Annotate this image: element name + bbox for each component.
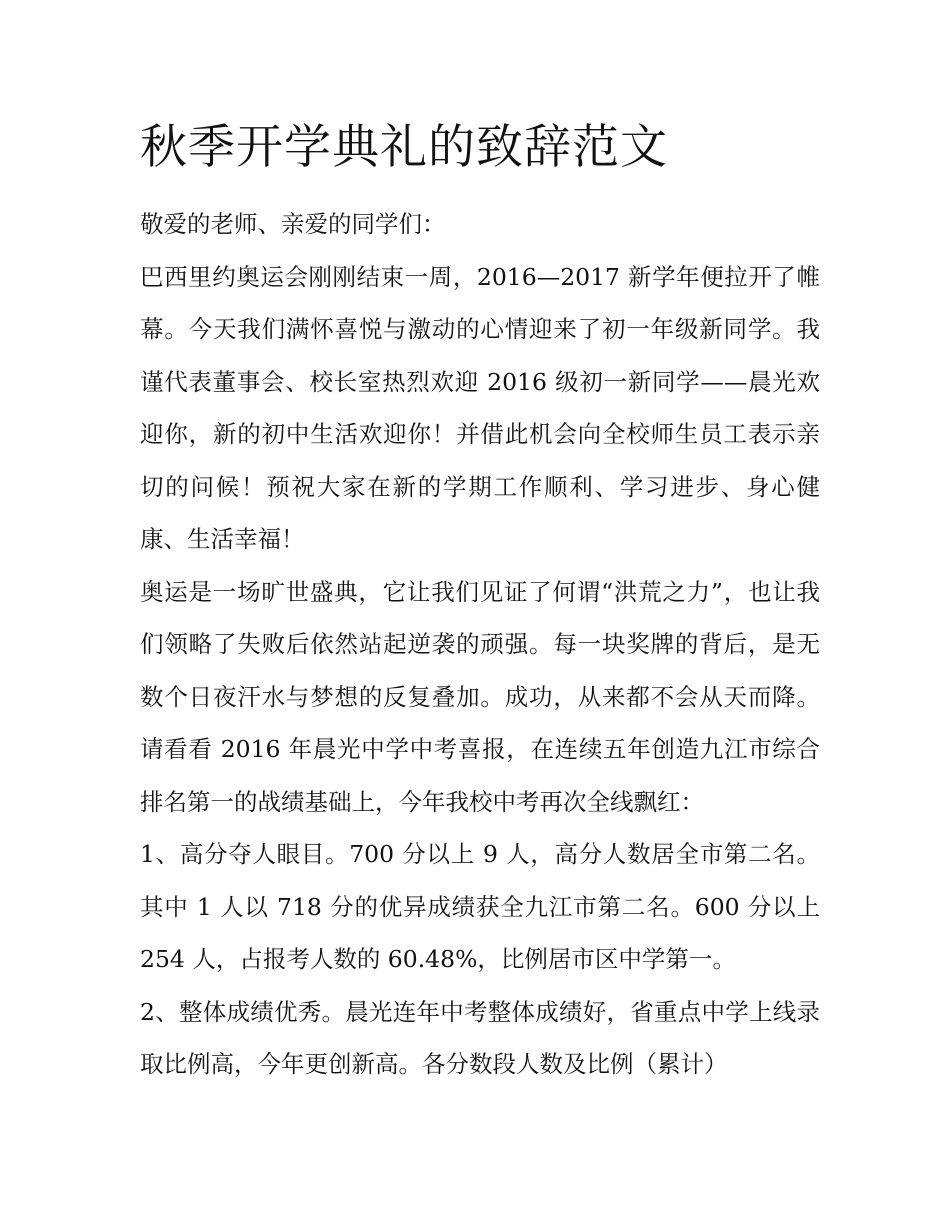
olympics-paragraph: 奥运是一场旷世盛典，它让我们见证了何谓“洪荒之力”，也让我们领略了失败后依然站起逆袭的顽强。每一块奖牌的背后，是无数个日夜汗水与梦想的反复叠加。成功，从来都不会从天而降。请看看 2016 年晨光中学中考喜报，在连续五年创造九江市综合排名第一的战绩基础上，今年我校中考再次全线飘红： xyxy=(140,577,820,816)
overall-results-paragraph: 2、整体成绩优秀。晨光连年中考整体成绩好，省重点中学上线录取比例高，今年更创新高。各分数段人数及比例（累计） xyxy=(140,997,820,1078)
document-title: 秋季开学典礼的致辞范文 xyxy=(140,120,668,175)
salutation-paragraph: 敬爱的老师、亲爱的同学们： xyxy=(140,210,446,238)
high-score-paragraph: 1、高分夺人眼目。700 分以上 9 人，高分人数居全市第二名。其中 1 人以 718 分的优异成绩获全九江市第二名。600 分以上 254 人，占报考人数的 60.48%，比例居市区中学第一。 xyxy=(140,840,820,973)
welcome-paragraph: 巴西里约奥运会刚刚结束一周，2016—2017 新学年便拉开了帷幕。今天我们满怀喜悦与激动的心情迎来了初一年级新同学。我谨代表董事会、校长室热烈欢迎 2016 级初一新同学——晨光欢迎你，新的初中生活欢迎你！并借此机会向全校师生员工表示亲切的问候！预祝大家在新的学期工作顺利、学习进步、身心健康、生活幸福！ xyxy=(140,262,820,553)
document-body xyxy=(140,198,820,1091)
